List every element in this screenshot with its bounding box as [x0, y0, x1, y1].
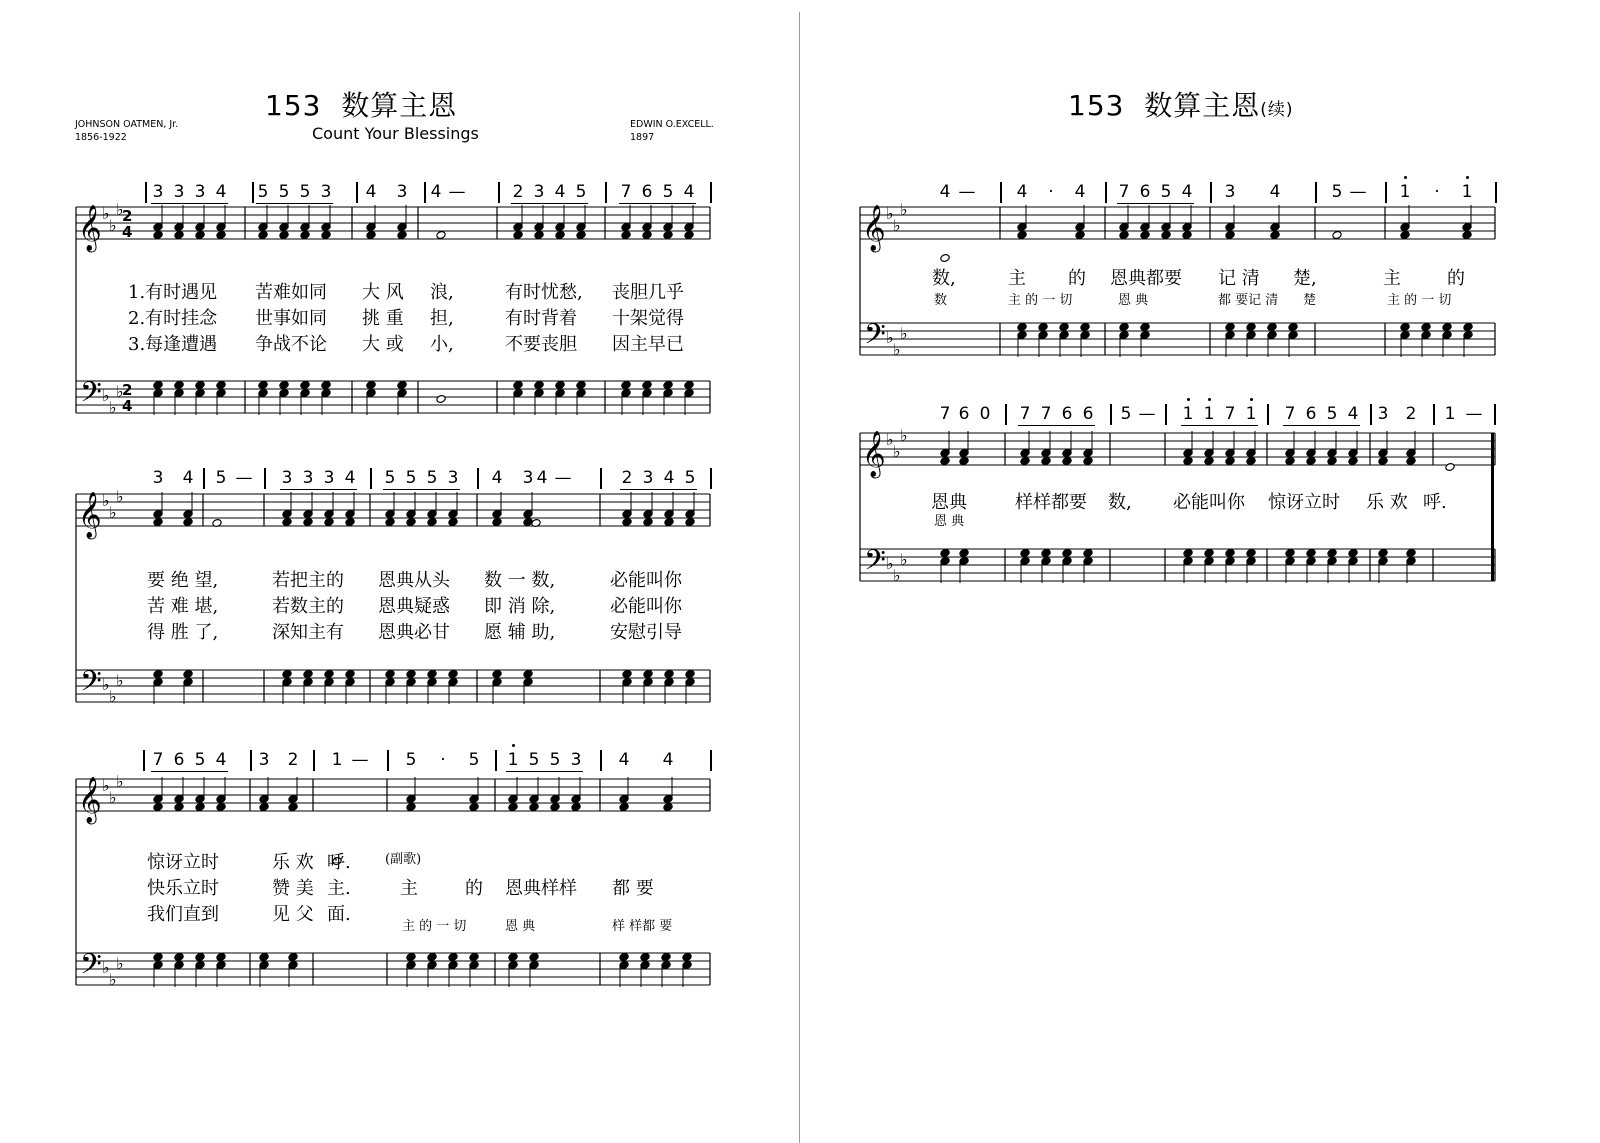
verse-1: 若把主的	[272, 570, 344, 591]
bass-lyric: 主 的 一 切	[402, 919, 467, 934]
svg-text:𝄢: 𝄢	[864, 544, 886, 584]
bass-lyric: 样 样都 要	[612, 919, 673, 934]
verse-1: 1.有时遇见	[128, 282, 218, 303]
jianpu-note: 4	[182, 468, 194, 488]
chorus-line: 主	[1008, 268, 1026, 289]
jianpu-note: 5	[405, 468, 417, 488]
jianpu-note: 3	[1224, 182, 1236, 202]
verse-2: 挑 重	[362, 308, 404, 329]
svg-text:♭: ♭	[109, 970, 117, 989]
jianpu-note: 3	[281, 468, 293, 488]
jianpu-note: 3	[152, 468, 164, 488]
jianpu-note: 2	[621, 468, 633, 488]
jianpu-note: 5	[1331, 182, 1343, 202]
jianpu-note: 5	[1120, 404, 1132, 424]
jianpu-note: —	[235, 468, 253, 488]
svg-text:♭: ♭	[116, 487, 124, 506]
verse-3: 大 或	[362, 334, 404, 355]
jianpu-note: 3	[323, 468, 335, 488]
verse-3: 深知主有	[272, 622, 344, 643]
verse-2: 主.	[327, 878, 351, 899]
jianpu-note: 6	[1305, 404, 1317, 424]
chorus-line: 数,	[1108, 492, 1132, 513]
jianpu-note: 7	[1019, 404, 1031, 424]
jianpu-note: 4	[554, 182, 566, 202]
verse-1: 大 风	[362, 282, 404, 303]
verse-1: 恩典从头	[378, 570, 450, 591]
jianpu-note: 6	[641, 182, 653, 202]
verse-2: 赞 美	[272, 878, 314, 899]
svg-text:𝄢: 𝄢	[80, 665, 102, 705]
svg-text:♭: ♭	[893, 442, 901, 461]
jianpu-note: 4	[536, 468, 548, 488]
verse-2: 恩典样样	[505, 878, 577, 899]
jianpu-note: 1	[1461, 182, 1473, 202]
jianpu-note: 1	[331, 750, 343, 770]
svg-text:♭: ♭	[116, 382, 124, 401]
svg-text:♭: ♭	[102, 386, 110, 405]
svg-text:♭: ♭	[893, 566, 901, 585]
jianpu-note: 3	[522, 468, 534, 488]
jianpu-note: 3	[258, 750, 270, 770]
jianpu-note: 4	[365, 182, 377, 202]
jianpu-note: 3	[152, 182, 164, 202]
bass-lyric: 恩 典	[1118, 293, 1149, 308]
svg-text:𝄢: 𝄢	[864, 318, 886, 358]
chorus-line: 数,	[932, 268, 956, 289]
chorus-line: 乐 欢	[1366, 492, 1408, 513]
svg-text:♭: ♭	[116, 954, 124, 973]
verse-2: 2.有时挂念	[128, 308, 218, 329]
jianpu-note: 6	[958, 404, 970, 424]
svg-text:4: 4	[122, 223, 133, 241]
verse-2: 恩典疑惑	[378, 596, 450, 617]
jianpu-note: 3	[1377, 404, 1389, 424]
svg-text:♭: ♭	[109, 216, 117, 235]
svg-text:♭: ♭	[893, 216, 901, 235]
verse-3: 安慰引导	[610, 622, 682, 643]
jianpu-note: 5	[1326, 404, 1338, 424]
chorus-line: 样样都要	[1015, 492, 1087, 513]
jianpu-note: 4	[1016, 182, 1028, 202]
verse-2: 即 消 除,	[484, 596, 556, 617]
chorus-line: 必能叫你	[1173, 492, 1245, 513]
svg-text:𝄞: 𝄞	[862, 431, 886, 477]
chorus-line: 记 清	[1218, 268, 1260, 289]
chorus-line: 的	[1447, 268, 1465, 289]
jianpu-note: —	[958, 182, 976, 202]
verse-2: 十架觉得	[612, 308, 684, 329]
svg-text:♭: ♭	[109, 398, 117, 417]
jianpu-note: —	[1349, 182, 1367, 202]
verse-1: 有时忧愁,	[505, 282, 583, 303]
jianpu-note: 1	[1245, 404, 1257, 424]
jianpu-note: 6	[173, 750, 185, 770]
verse-3: 得 胜 了,	[147, 622, 219, 643]
jianpu-note: 0	[979, 404, 991, 424]
jianpu-note: 4	[215, 750, 227, 770]
bass-lyric: 都 要记 清	[1218, 293, 1279, 308]
chorus-line: 恩典都要	[1110, 268, 1182, 289]
jianpu-note: 4	[939, 182, 951, 202]
svg-text:𝄞: 𝄞	[862, 205, 886, 251]
jianpu-note: 4	[430, 182, 442, 202]
svg-text:♭: ♭	[102, 776, 110, 795]
svg-text:♭: ♭	[900, 426, 908, 445]
verse-3: 见 父	[272, 904, 314, 925]
jianpu-note: 5	[384, 468, 396, 488]
bass-lyric: 楚	[1303, 293, 1317, 308]
bass-lyric: 主 的 一 切	[1008, 293, 1073, 308]
jianpu-note: 5	[299, 182, 311, 202]
jianpu-note: 5	[684, 468, 696, 488]
jianpu-note: 2	[1405, 404, 1417, 424]
verse-3: 不要丧胆	[505, 334, 577, 355]
jianpu-note: 4	[1074, 182, 1086, 202]
bass-lyric: 数	[934, 293, 948, 308]
svg-text:♭: ♭	[102, 958, 110, 977]
svg-text:♭: ♭	[886, 204, 894, 223]
verse-2: 苦 难 堪,	[147, 596, 219, 617]
jianpu-note: 7	[620, 182, 632, 202]
composer-credit: EDWIN O.EXCELL. 1897	[630, 119, 714, 143]
verse-1: 惊讶立时	[147, 852, 219, 873]
bass-lyric: 主 的 一 切	[1387, 293, 1452, 308]
jianpu-note: 4	[215, 182, 227, 202]
jianpu-note: 2	[287, 750, 299, 770]
jianpu-note: 5	[215, 468, 227, 488]
jianpu-note: 4	[1269, 182, 1281, 202]
verse-1: 乐 欢	[272, 852, 314, 873]
jianpu-note: 3	[642, 468, 654, 488]
svg-text:♭: ♭	[886, 554, 894, 573]
jianpu-note: 7	[152, 750, 164, 770]
jianpu-note: 4	[1347, 404, 1359, 424]
verse-1: 要 绝 望,	[147, 570, 219, 591]
svg-text:♭: ♭	[116, 772, 124, 791]
svg-text:𝄞: 𝄞	[78, 205, 102, 251]
verse-1: (副歌)	[385, 852, 422, 867]
jianpu-note: 4	[683, 182, 695, 202]
jianpu-note: 6	[1139, 182, 1151, 202]
jianpu-note: 5	[257, 182, 269, 202]
verse-1: 浪,	[430, 282, 454, 303]
verse-3: 面.	[327, 904, 351, 925]
jianpu-note: 6	[1061, 404, 1073, 424]
jianpu-note: 7	[1118, 182, 1130, 202]
svg-text:♭: ♭	[102, 491, 110, 510]
jianpu-note: 5	[1160, 182, 1172, 202]
verse-1: 丧胆几乎	[612, 282, 684, 303]
jianpu-note: ·	[1434, 182, 1440, 202]
verse-2: 担,	[430, 308, 454, 329]
verse-2: 世事如同	[255, 308, 327, 329]
jianpu-note: 3	[447, 468, 459, 488]
verse-2: 有时背着	[505, 308, 577, 329]
jianpu-note: 5	[575, 182, 587, 202]
jianpu-note: 4	[618, 750, 630, 770]
svg-text:♭: ♭	[116, 671, 124, 690]
svg-text:𝄞: 𝄞	[78, 777, 102, 823]
svg-text:4: 4	[122, 397, 133, 415]
jianpu-note: —	[448, 182, 466, 202]
jianpu-note: 5	[278, 182, 290, 202]
jianpu-note: 7	[1284, 404, 1296, 424]
jianpu-note: 7	[1224, 404, 1236, 424]
svg-text:♭: ♭	[109, 687, 117, 706]
verse-2: 主	[400, 878, 418, 899]
bass-lyric: 恩 典	[505, 919, 536, 934]
jianpu-note: 4	[491, 468, 503, 488]
svg-text:♭: ♭	[109, 788, 117, 807]
jianpu-note: 3	[533, 182, 545, 202]
hymn-subtitle: Count Your Blessings	[312, 124, 479, 143]
jianpu-note: 5	[405, 750, 417, 770]
verse-3: 小,	[430, 334, 454, 355]
verse-3: 因主早已	[612, 334, 684, 355]
svg-text:𝄢: 𝄢	[80, 948, 102, 988]
svg-text:♭: ♭	[102, 675, 110, 694]
svg-text:♭: ♭	[116, 200, 124, 219]
jianpu-note: 7	[939, 404, 951, 424]
svg-text:♭: ♭	[886, 430, 894, 449]
svg-text:♭: ♭	[886, 328, 894, 347]
svg-text:♭: ♭	[102, 204, 110, 223]
jianpu-note: 3	[302, 468, 314, 488]
jianpu-note: 5	[549, 750, 561, 770]
jianpu-note: 2	[512, 182, 524, 202]
svg-text:♭: ♭	[893, 340, 901, 359]
jianpu-note: 1	[1444, 404, 1456, 424]
jianpu-note: 6	[1082, 404, 1094, 424]
jianpu-note: 1	[507, 750, 519, 770]
chorus-line: 呼.	[1423, 492, 1447, 513]
verse-1: 呼.	[327, 852, 351, 873]
jianpu-note: 5	[528, 750, 540, 770]
chorus-line: 的	[1068, 268, 1086, 289]
hymn-title-continued: 153 数算主恩(续)	[1068, 89, 1294, 122]
svg-text:2: 2	[122, 381, 133, 399]
svg-text:𝄢: 𝄢	[80, 376, 102, 416]
bass-lyric: 恩 典	[934, 514, 965, 529]
jianpu-note: 5	[468, 750, 480, 770]
jianpu-note: 3	[173, 182, 185, 202]
verse-3: 争战不论	[255, 334, 327, 355]
jianpu-note: 3	[570, 750, 582, 770]
jianpu-note: 4	[344, 468, 356, 488]
chorus-line: 惊讶立时	[1268, 492, 1340, 513]
jianpu-note: 5	[194, 750, 206, 770]
verse-3: 愿 辅 助,	[484, 622, 556, 643]
svg-text:2: 2	[122, 207, 133, 225]
svg-text:♭: ♭	[900, 550, 908, 569]
verse-3: 我们直到	[147, 904, 219, 925]
jianpu-note: 4	[662, 750, 674, 770]
jianpu-note: 1	[1203, 404, 1215, 424]
jianpu-note: 4	[663, 468, 675, 488]
jianpu-note: 3	[194, 182, 206, 202]
svg-text:♭: ♭	[900, 200, 908, 219]
chorus-line: 恩典	[931, 492, 967, 513]
jianpu-note: 1	[1182, 404, 1194, 424]
verse-2: 必能叫你	[610, 596, 682, 617]
jianpu-note: —	[554, 468, 572, 488]
jianpu-note: ·	[440, 750, 446, 770]
jianpu-note: 5	[662, 182, 674, 202]
jianpu-note: 3	[396, 182, 408, 202]
svg-text:𝄞: 𝄞	[78, 492, 102, 538]
verse-2: 快乐立时	[147, 878, 219, 899]
verse-1: 苦难如同	[255, 282, 327, 303]
jianpu-note: 3	[320, 182, 332, 202]
verse-2: 若数主的	[272, 596, 344, 617]
verse-1: 必能叫你	[610, 570, 682, 591]
hymn-title: 153 数算主恩	[265, 89, 458, 122]
jianpu-note: —	[1465, 404, 1483, 424]
verse-3: 恩典必甘	[378, 622, 450, 643]
svg-text:♭: ♭	[109, 503, 117, 522]
verse-1: 数 一 数,	[484, 570, 556, 591]
chorus-line: 楚,	[1293, 268, 1317, 289]
chorus-line: 主	[1383, 268, 1401, 289]
jianpu-note: 5	[426, 468, 438, 488]
jianpu-note: —	[1138, 404, 1156, 424]
lyricist-credit: JOHNSON OATMEN, Jr. 1856-1922	[75, 119, 179, 143]
jianpu-note: —	[351, 750, 369, 770]
svg-text:♭: ♭	[900, 324, 908, 343]
jianpu-note: 4	[1181, 182, 1193, 202]
verse-3: 3.每逢遭遇	[128, 334, 218, 355]
jianpu-note: 1	[1399, 182, 1411, 202]
verse-2: 的	[465, 878, 483, 899]
verse-2: 都 要	[612, 878, 654, 899]
jianpu-note: ·	[1048, 182, 1054, 202]
jianpu-note: 7	[1040, 404, 1052, 424]
